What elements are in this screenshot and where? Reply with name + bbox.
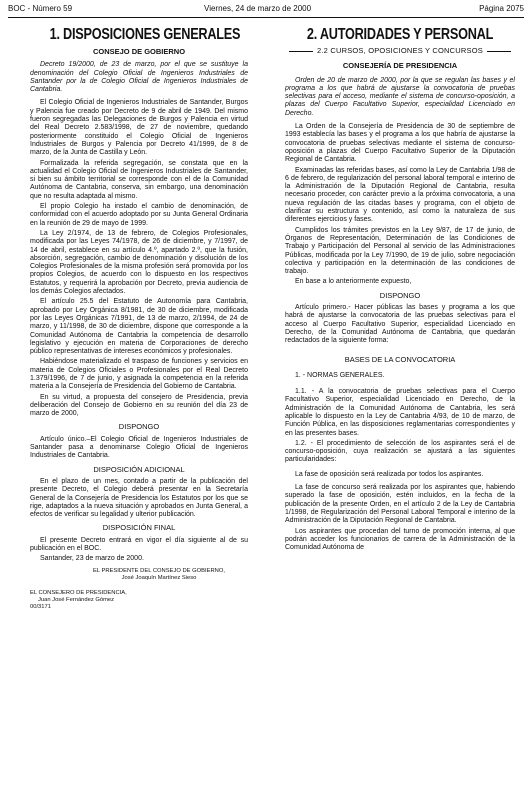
left-column <box>30 26 248 611</box>
rule-1-1: 1.1. - A la convocatoria de pruebas selectivas para el Cuerpo Facultativo Superior, especialidad Licenciado en Derecho, de la Administración de la Comunidad Autónoma de Cantabria, les será aplicable lo dispuesto en la Ley de Cantabria 4/93, de 10 de marzo, de Función Pública, en las disposiciones reglamentarias correspondientes y en las presentes bases. <box>285 388 515 437</box>
general-rules-heading: 1. - NORMAS GENERALES. <box>295 371 385 379</box>
right-column <box>285 26 515 554</box>
reference-number: 00/3171 <box>30 603 51 610</box>
body-paragraph: El Colegio Oficial de Ingenieros Industriales de Santander, Burgos y Palencia fue creado por Decreto de 9 de abril de 1949. Del mismo fueron segregadas las Delegaciones de Burgos y Palencia en virtud del Real Decreto 2.583/1998, de 27 de noviembre, quedando posteriormente constituido el Colegio Oficial de Ingenieros Industriales de Burgos y Palencia por Decreto 41/1999, de 8 de marzo, de la Junta de Castilla y León. <box>30 99 248 157</box>
signature-title: EL PRESIDENTE DEL CONSEJO DE GOBIERNO, <box>93 567 225 574</box>
body-paragraph: La Ley 2/1974, de 13 de febrero, de Colegios Profesionales, modificada por las Leyes 74/1978, de 26 de diciembre, y 7/1997, de 14 de abril, establece en su artículo 4.º, apartado 2.º, que la fusión, absorción, segregación, cambio de denominación y disolución de los Colegios Profesionales de la misma profesión será promovida por los propios Colegios, de acuerdo con lo dispuesto en los respectivos Estatutos, y requerirá la aprobación por Decreto, previa audiencia de los demás Colegios afectados. <box>30 229 248 296</box>
issue-date: Viernes, 24 de marzo de 2000 <box>204 4 312 13</box>
internal-promotion: Los aspirantes que procedan del turno de promoción interna, al que podrán acceder los funcionarios de carrera de la Administración de la Comunidad Autónoma de <box>285 527 515 552</box>
bases-heading: BASES DE LA CONVOCATORIA <box>344 354 456 364</box>
org-heading-left: CONSEJO DE GOBIERNO <box>92 47 186 56</box>
contest-phase: La fase de concurso será realizada por los aspirantes que, habiendo superado la fase de oposición, estén incluidos, en la fecha de la publicación de la presente Orden, en el artículo 2 de la Ley de Cantabria 1/1998, de Regularización del Personal Laboral Temporal e interino de la Administración de la Diputación Regional de Cantabria. <box>285 484 515 525</box>
body-paragraph: El artículo 25.5 del Estatuto de Autonomía para Cantabria, aprobado por Ley Orgánica 8/1981, de 30 de diciembre, modificada por las Leyes Orgánicas 7/1991, de 13 de marzo, 2/1994, de 24 de marzo, y 11/1998, de 30 de diciembre, dispone que corresponde a la Comunidad Autónoma de Cantabria la competencia de desarrollo legislativo y ejecución en materia de Corporaciones de derecho público representativas de intereses económicos y profesionales. <box>30 298 248 356</box>
signature-president <box>30 568 248 582</box>
signature-name: Juan José Fernández Gómez <box>38 596 115 603</box>
signature-consejero <box>30 590 248 611</box>
rule-1-2: 1.2. - El procedimiento de selección de los aspirantes será el de concurso-oposición, cuya realización se ajustará a las siguientes particularidades: <box>285 439 515 464</box>
section-title-right: 2. AUTORIDADES Y PERSONAL <box>306 26 494 43</box>
subsection-heading <box>285 47 515 55</box>
body-paragraph: El propio Colegio ha instado el cambio de denominación, de conformidad con el acuerdo adoptado por su Junta General Ordinaria en la reunión de 29 de mayo de 1999. <box>30 203 248 227</box>
org-heading-right: CONSEJERÍA DE PRESIDENCIA <box>342 61 458 71</box>
additional-provision-text: En el plazo de un mes, contado a partir de la publicación del presente Decreto, el Colegio deberá presentar en la Secretaría General de la Consejería de Presidencia los Estatutos por los que se rige, adaptados a la nueva situación y aprobados en Junta General, a efectos de verificar su legalidad y ulterior publicación. <box>30 477 248 519</box>
dispongo-heading-left: DISPONGO <box>118 422 160 432</box>
article-text: Artículo único.–El Colegio Oficial de Ingenieros Industriales de Santander pasa a denominarse Colegio Oficial de Ingenieros Industriales de Cantabria. <box>30 435 248 460</box>
page-header <box>8 4 524 16</box>
header-rule <box>8 17 524 18</box>
section-title-left: 1. DISPOSICIONES GENERALES <box>49 26 241 43</box>
final-provision-text: El presente Decreto entrará en vigor el día siguiente al de su publicación en el BOC. <box>30 536 248 553</box>
dispongo-heading-right: DISPONGO <box>379 290 421 300</box>
final-provision-heading: DISPOSICIÓN FINAL <box>102 523 176 533</box>
body-paragraph: Habiéndose materializado el traspaso de funciones y servicios en materia de Colegios Oficiales o Profesionales por el Real Decreto 1.379/1996, de 7 de junio, y asignada la competencia en la referida materia a la Consejería de Presidencia del Gobierno de Cantabria. <box>30 358 248 391</box>
body-paragraph: Formalizada la referida segregación, se constata que en la actualidad el Colegio Oficial de Ingenieros Industriales de Santander, si bien su ámbito territorial se corresponde con el de la Comunidad Autónoma de Cantabria, conserva, sin embargo, una denominación que no resulta adaptada al mismo. <box>30 159 248 200</box>
date-line: Santander, 23 de marzo de 2000. <box>40 555 144 563</box>
order-summary: Orden de 20 de marzo de 2000, por la que se regulan las bases y el programa a los que habrá de ajustarse la convocatoria de pruebas selectivas para el acceso, mediante el sistema de concurso-oposición, a plazas del Cuerpo Facultativo Superior, especialidad Licenciado en Derecho. <box>285 76 515 117</box>
body-paragraph: Cumplidos los trámites previstos en la Ley 9/87, de 17 de junio, de Órganos de Representación, Determinación de las Condiciones de Trabajo y Participación del Personal al servicio de las Administraciones Públicas, modificada por la Ley 7/1990, de 19 de julio, sobre negociación colectiva y participación en la determinación de las condiciones de trabajo. <box>285 226 515 276</box>
issue-number: BOC - Número 59 <box>8 4 73 13</box>
decree-summary: Decreto 19/2000, de 23 de marzo, por el que se sustituye la denominación del Colegio Oficial de Ingenieros Industriales de Santander por la de Colegio Oficial de Ingenieros Industriales de Cantabria. <box>30 61 248 94</box>
body-paragraph: En su virtud, a propuesta del consejero de Presidencia, previa deliberación del Consejo de Gobierno en su reunión del día 23 de marzo de 2000, <box>30 393 248 418</box>
additional-provision-heading: DISPOSICIÓN ADICIONAL <box>93 464 185 474</box>
body-paragraph: En base a lo anteriormente expuesto, <box>295 278 412 286</box>
signature-name: José Joaquín Martínez Sieso <box>121 574 197 581</box>
subsection-label: 2.2 CURSOS, OPOSICIONES Y CONCURSOS <box>317 46 483 55</box>
signature-title: EL CONSEJERO DE PRESIDENCIA, <box>30 589 127 596</box>
opposition-phase: La fase de oposición será realizada por todos los aspirantes. <box>295 470 484 478</box>
body-paragraph: Examinadas las referidas bases, así como la Ley de Cantabria 1/98 de 6 de febrero, de regularización del personal laboral temporal e interino de la Administración de la Diputación Regional de Cantabria, resulta necesario proceder, con carácter previo a la próxima convocatoria, a una nueva regulación de las citadas bases y programa, con el objeto de clarificar su estructura y contenido, así como la naturaleza de sus diferentes ejercicios y fases. <box>285 166 515 224</box>
page-number: Página 2075 <box>479 4 524 13</box>
article-first: Artículo primero.- Hacer públicas las bases y programa a los que habrá de ajustarse la convocatoria de las pruebas selectivas para el acceso al Cuerpo Facultativo Superior, especialidad Licenciado en Derecho, de la Comunidad Autónoma de Cantabria, que quedarán redactados de la siguiente forma: <box>285 304 515 345</box>
body-paragraph: La Orden de la Consejería de Presidencia de 30 de septiembre de 1993 establecía las bases y el programa a los que habría de ajustarse la convocatoria de pruebas selectivas mediante el sistema de concurso-oposición a plazas del Cuerpo Facultativo Superior de la Diputación Regional de Cantabria. <box>285 123 515 164</box>
